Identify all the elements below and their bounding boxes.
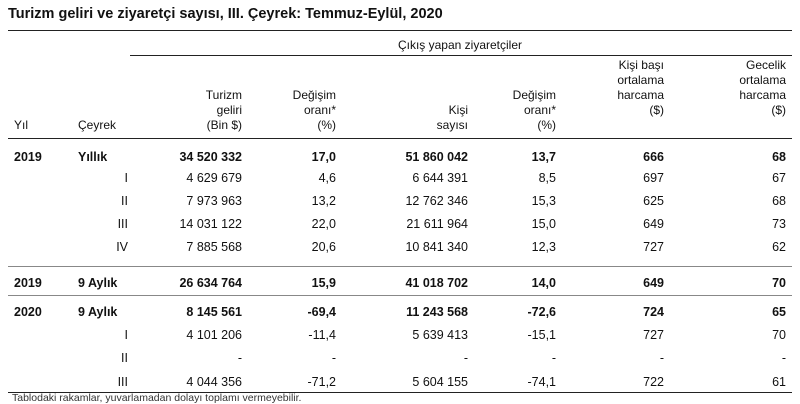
header-degisim-1: Değişim oranı* (%) xyxy=(292,88,336,132)
cell-deg1: -69,4 xyxy=(307,305,336,319)
cell-ceyrek: 9 Aylık xyxy=(78,276,118,290)
cell-gelir: - xyxy=(237,351,242,365)
cell-ceyrek: II xyxy=(121,351,128,365)
cell-gecelik: 65 xyxy=(772,305,786,319)
cell-deg1: 22,0 xyxy=(311,217,336,231)
cell-kisi: 11 243 568 xyxy=(406,305,468,319)
cell-deg2: 13,7 xyxy=(531,150,556,164)
cell-deg1: 15,9 xyxy=(311,276,336,290)
cell-kisi: 5 604 155 xyxy=(412,375,468,389)
cell-gelir: 4 629 679 xyxy=(186,171,242,185)
mid-rule-1 xyxy=(8,266,792,267)
header-gecelik: Gecelik ortalama harcama ($) xyxy=(739,58,786,117)
cell-gelir: 4 101 206 xyxy=(186,328,242,342)
cell-kisi: 51 860 042 xyxy=(405,150,468,164)
header-kisi-sayisi: Kişi sayısı xyxy=(436,103,468,132)
cell-deg2: 8,5 xyxy=(538,171,556,185)
cell-kisi-basi: 649 xyxy=(643,276,664,290)
group-rule xyxy=(130,55,792,56)
cell-deg1: - xyxy=(331,351,336,365)
cell-gelir: 8 145 561 xyxy=(186,305,242,319)
cell-kisi: 5 639 413 xyxy=(412,328,468,342)
footnote: Tablodaki rakamlar, yuvarlamadan dolayı toplamı vermeyebilir. xyxy=(12,392,302,404)
cell-deg1: -71,2 xyxy=(307,375,336,389)
cell-deg2: - xyxy=(551,351,556,365)
cell-deg2: 15,3 xyxy=(531,194,556,208)
cell-ceyrek: 9 Aylık xyxy=(78,305,118,319)
cell-deg1: 20,6 xyxy=(311,240,336,254)
cell-kisi-basi: 625 xyxy=(643,194,664,208)
cell-yil: 2019 xyxy=(14,276,42,290)
cell-kisi: 12 762 346 xyxy=(405,194,468,208)
cell-kisi-basi: - xyxy=(659,351,664,365)
cell-kisi: 41 018 702 xyxy=(405,276,468,290)
cell-gelir: 7 885 568 xyxy=(186,240,242,254)
header-kisi-basi: Kişi başı ortalama harcama ($) xyxy=(617,58,664,117)
cell-kisi-basi: 649 xyxy=(643,217,664,231)
cell-deg2: 15,0 xyxy=(531,217,556,231)
header-gelir: Turizm geliri (Bin $) xyxy=(205,88,242,132)
cell-kisi-basi: 724 xyxy=(643,305,664,319)
group-header: Çıkış yapan ziyaretçiler xyxy=(397,38,523,52)
cell-ceyrek: Yıllık xyxy=(78,150,108,164)
cell-ceyrek: I xyxy=(124,328,128,342)
header-bottom-rule xyxy=(8,138,792,139)
cell-kisi-basi: 722 xyxy=(643,375,664,389)
cell-ceyrek: IV xyxy=(116,240,128,254)
cell-gecelik: 73 xyxy=(772,217,786,231)
mid-rule-2 xyxy=(8,295,792,296)
header-ceyrek: Çeyrek xyxy=(78,118,117,132)
cell-deg2: -15,1 xyxy=(527,328,556,342)
cell-kisi: - xyxy=(463,351,468,365)
cell-kisi-basi: 666 xyxy=(643,150,664,164)
cell-kisi: 10 841 340 xyxy=(405,240,468,254)
cell-kisi-basi: 697 xyxy=(643,171,664,185)
cell-gelir: 4 044 356 xyxy=(186,375,242,389)
header-yil: Yıl xyxy=(14,118,29,132)
header-degisim-2: Değişim oranı* (%) xyxy=(512,88,556,132)
cell-deg2: -72,6 xyxy=(527,305,556,319)
cell-gecelik: 70 xyxy=(772,276,786,290)
cell-deg1: -11,4 xyxy=(308,328,336,342)
cell-gelir: 26 634 764 xyxy=(179,276,242,290)
table-title: Turizm geliri ve ziyaretçi sayısı, III. Çeyrek: Temmuz-Eylül, 2020 xyxy=(8,6,443,22)
cell-ceyrek: III xyxy=(117,375,128,389)
cell-deg2: 14,0 xyxy=(531,276,556,290)
cell-gecelik: 62 xyxy=(772,240,786,254)
cell-gelir: 14 031 122 xyxy=(179,217,242,231)
cell-gecelik: - xyxy=(781,351,786,365)
cell-yil: 2019 xyxy=(14,150,42,164)
cell-kisi: 21 611 964 xyxy=(406,217,468,231)
cell-gecelik: 68 xyxy=(772,150,786,164)
cell-yil: 2020 xyxy=(14,305,42,319)
cell-kisi-basi: 727 xyxy=(643,328,664,342)
cell-gecelik: 61 xyxy=(772,375,786,389)
cell-gecelik: 70 xyxy=(772,328,786,342)
cell-gelir: 34 520 332 xyxy=(179,150,242,164)
cell-deg1: 4,6 xyxy=(318,171,336,185)
cell-deg1: 13,2 xyxy=(311,194,336,208)
top-rule xyxy=(8,30,792,31)
cell-gecelik: 68 xyxy=(772,194,786,208)
cell-gecelik: 67 xyxy=(772,171,786,185)
cell-ceyrek: II xyxy=(121,194,128,208)
cell-gelir: 7 973 963 xyxy=(186,194,242,208)
cell-ceyrek: III xyxy=(117,217,128,231)
cell-kisi: 6 644 391 xyxy=(412,171,468,185)
cell-deg1: 17,0 xyxy=(311,150,336,164)
cell-ceyrek: I xyxy=(124,171,128,185)
cell-kisi-basi: 727 xyxy=(643,240,664,254)
cell-deg2: 12,3 xyxy=(531,240,556,254)
cell-deg2: -74,1 xyxy=(527,375,556,389)
